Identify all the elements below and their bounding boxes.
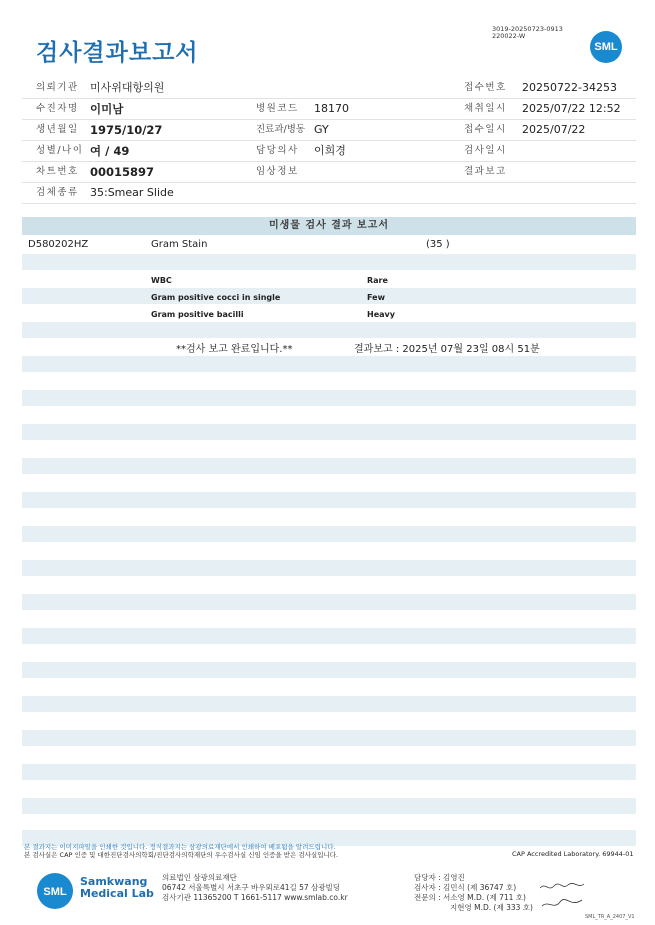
completion-message: **검사 보고 완료입니다.** (176, 344, 293, 355)
header-row-5 (22, 162, 636, 183)
footer-brand (36, 872, 74, 914)
report-label: 결과보고 (464, 166, 507, 177)
specialist-2: 지현영 M.D. (제 333 호) (450, 903, 533, 912)
stripe (22, 764, 636, 780)
stripe (22, 356, 636, 372)
result-item-name: Gram positive cocci in single (151, 293, 281, 302)
stripe (22, 254, 636, 270)
brand-name: Samkwang Medical Lab (80, 875, 154, 900)
test-date-label: 검사일시 (464, 145, 507, 156)
specimen-number: (35 ) (426, 239, 450, 250)
report-time: 결과보고 : 2025년 07월 23일 08시 51분 (354, 344, 540, 355)
notice-line-1: 본 결과지는 이미지파일을 인쇄한 것입니다. 정식결과지는 삼광의료재단에서 인쇄하여 배포됨을 알려드립니다. (24, 843, 336, 851)
receipt-no-label: 접수번호 (464, 82, 507, 93)
cap-accreditation: CAP Accredited Laboratory. 69944-01 (512, 850, 634, 858)
birth-value: 1975/10/27 (90, 123, 163, 137)
stripe (22, 730, 636, 746)
receipt-no-value: 20250722-34253 (522, 81, 617, 94)
staff-in-charge: 담당자 : 김영진 (414, 873, 465, 882)
header-row-2 (22, 99, 636, 120)
org-info (162, 873, 348, 903)
receipt-date-label: 접수일시 (464, 124, 507, 135)
stripe (22, 662, 636, 678)
org-name: 의료법인 삼광의료재단 (162, 873, 237, 882)
notice-line-2: 본 검사실은 CAP 인증 및 대한진단검사의학회/진단검사의학재단의 우수검사실 신임 인증을 받은 검사실입니다. (24, 851, 339, 859)
org-address: 06742 서울특별시 서초구 바우뫼로41길 57 삼광빌딩 (162, 883, 341, 892)
patient-value: 이미남 (90, 102, 124, 116)
patient-label: 수진자명 (36, 103, 79, 114)
stripe (22, 526, 636, 542)
specimen-value: 35:Smear Slide (90, 186, 174, 199)
institution-value: 미사위대항의원 (90, 81, 165, 94)
stripe (22, 322, 636, 338)
header-row-4 (22, 141, 636, 162)
result-item-value: Heavy (367, 310, 395, 319)
stripe (22, 594, 636, 610)
result-item-name: WBC (151, 276, 172, 285)
receipt-date-value: 2025/07/22 (522, 123, 586, 136)
stripe (22, 798, 636, 814)
specimen-label: 검체종류 (36, 187, 79, 198)
institution-label: 의뢰기관 (36, 82, 79, 93)
collect-date-label: 채취일시 (464, 103, 507, 114)
document-id: 3019-20250723-0913 220022-W (492, 25, 563, 40)
doctor-value: 이희경 (314, 144, 346, 157)
header-row-3 (22, 120, 636, 141)
stripe (22, 458, 636, 474)
header-row-1 (22, 78, 636, 99)
sml-logo-icon (36, 872, 74, 910)
page-title: 검사결과보고서 (36, 40, 199, 66)
result-item-value: Few (367, 293, 385, 302)
collect-date-value: 2025/07/22 12:52 (522, 102, 621, 115)
signature-icon (538, 880, 588, 914)
test-name: Gram Stain (151, 239, 208, 250)
doctor-label: 담당의사 (256, 145, 299, 156)
hospital-code-label: 병원코드 (256, 103, 299, 114)
result-item-name: Gram positive bacilli (151, 310, 244, 319)
dept-value: GY (314, 123, 329, 136)
tester: 검사자 : 김민식 (제 36747 호) (414, 883, 517, 892)
birth-label: 생년월일 (36, 124, 79, 135)
test-code: D580202HZ (28, 239, 89, 250)
stripe (22, 288, 636, 304)
staff-info (414, 873, 533, 913)
chart-no-label: 차트번호 (36, 166, 79, 177)
stripe (22, 424, 636, 440)
sml-logo: SML (590, 31, 622, 63)
stripe (22, 696, 636, 712)
chart-no-value: 00015897 (90, 165, 155, 179)
clinical-label: 임상정보 (256, 166, 299, 177)
stripe (22, 390, 636, 406)
section-title: 미생물 검사 결과 보고서 (22, 217, 636, 235)
svg-text:SML: SML (43, 886, 67, 898)
hospital-code-value: 18170 (314, 102, 349, 115)
stripe (22, 560, 636, 576)
header-row-6 (22, 183, 636, 204)
stripe (22, 628, 636, 644)
form-code: SML_TR_A_2407_V1 (585, 914, 635, 920)
sex-age-value: 여 / 49 (90, 144, 130, 158)
dept-label: 진료과/병동 (256, 124, 306, 135)
stripe (22, 492, 636, 508)
sex-age-label: 성별/나이 (36, 145, 84, 156)
specialist-1: 전문의 : 서소영 M.D. (제 711 호) (414, 893, 526, 902)
result-item-value: Rare (367, 276, 388, 285)
org-contact: 검사기관 11365200 T 1661-5117 www.smlab.co.kr (162, 893, 348, 902)
